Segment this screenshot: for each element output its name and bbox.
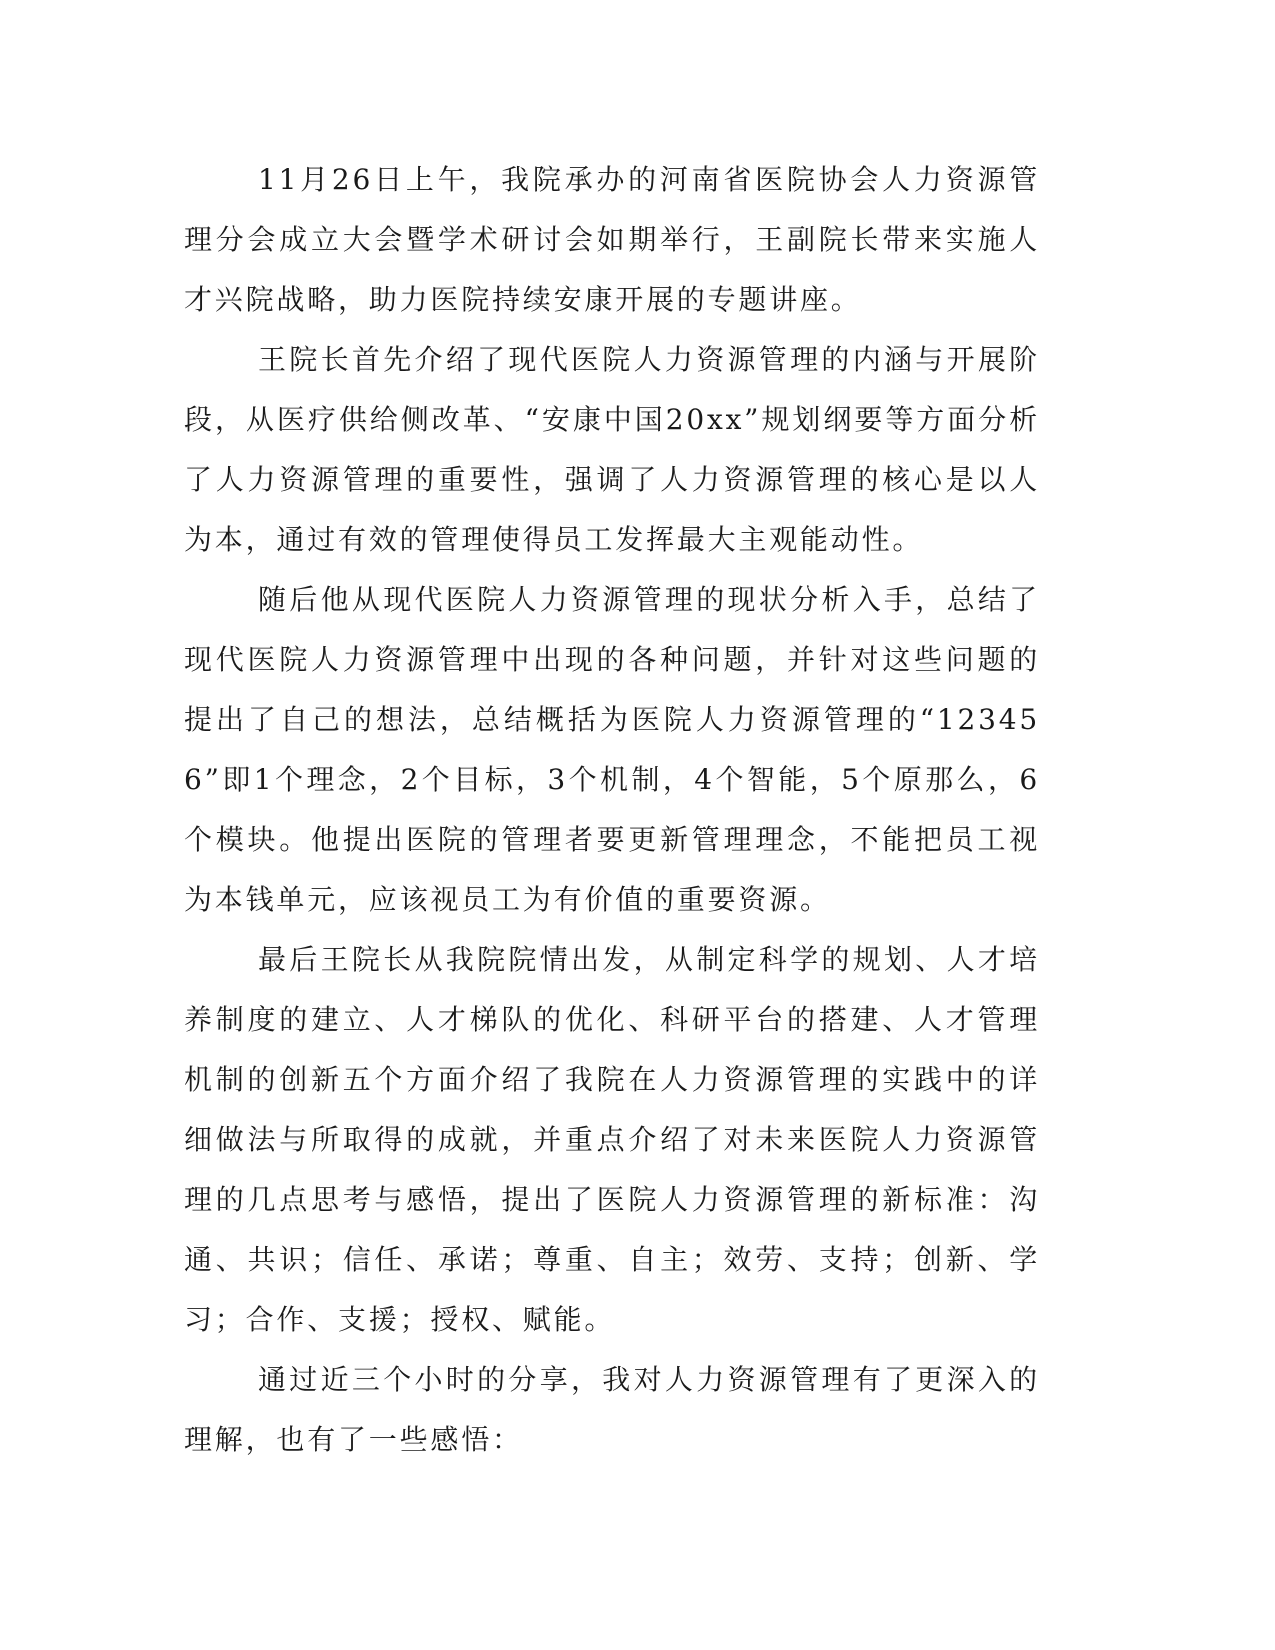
paragraph-4: 最后王院长从我院院情出发，从制定科学的规划、人才培养制度的建立、人才梯队的优化、科研平台的搭建、人才管理机制的创新五个方面介绍了我院在人力资源管理的实践中的详细做法与所取得的成就，并重点介绍了对未来医院人力资源管理的几点思考与感悟，提出了医院人力资源管理的新标准：沟通、共识；信任、承诺；尊重、自主；效劳、支持；创新、学习；合作、支援；授权、赋能。: [184, 943, 1040, 1336]
document-body: [184, 150, 1040, 1470]
paragraph-3: 随后他从现代医院人力资源管理的现状分析入手，总结了现代医院人力资源管理中出现的各种问题，并针对这些问题的提出了自己的想法，总结概括为医院人力资源管理的“123456”即1个理念，2个目标，3个机制，4个智能，5个原那么，6个模块。他提出医院的管理者要更新管理理念，不能把员工视为本钱单元，应该视员工为有价值的重要资源。: [184, 583, 1040, 916]
paragraph-1: 11月26日上午，我院承办的河南省医院协会人力资源管理分会成立大会暨学术研讨会如期举行，王副院长带来实施人才兴院战略，助力医院持续安康开展的专题讲座。: [184, 163, 1040, 316]
paragraph-2: 王院长首先介绍了现代医院人力资源管理的内涵与开展阶段，从医疗供给侧改革、“安康中国20xx”规划纲要等方面分析了人力资源管理的重要性，强调了人力资源管理的核心是以人为本，通过有效的管理使得员工发挥最大主观能动性。: [184, 343, 1040, 556]
paragraph-5: 通过近三个小时的分享，我对人力资源管理有了更深入的理解，也有了一些感悟：: [184, 1363, 1040, 1456]
